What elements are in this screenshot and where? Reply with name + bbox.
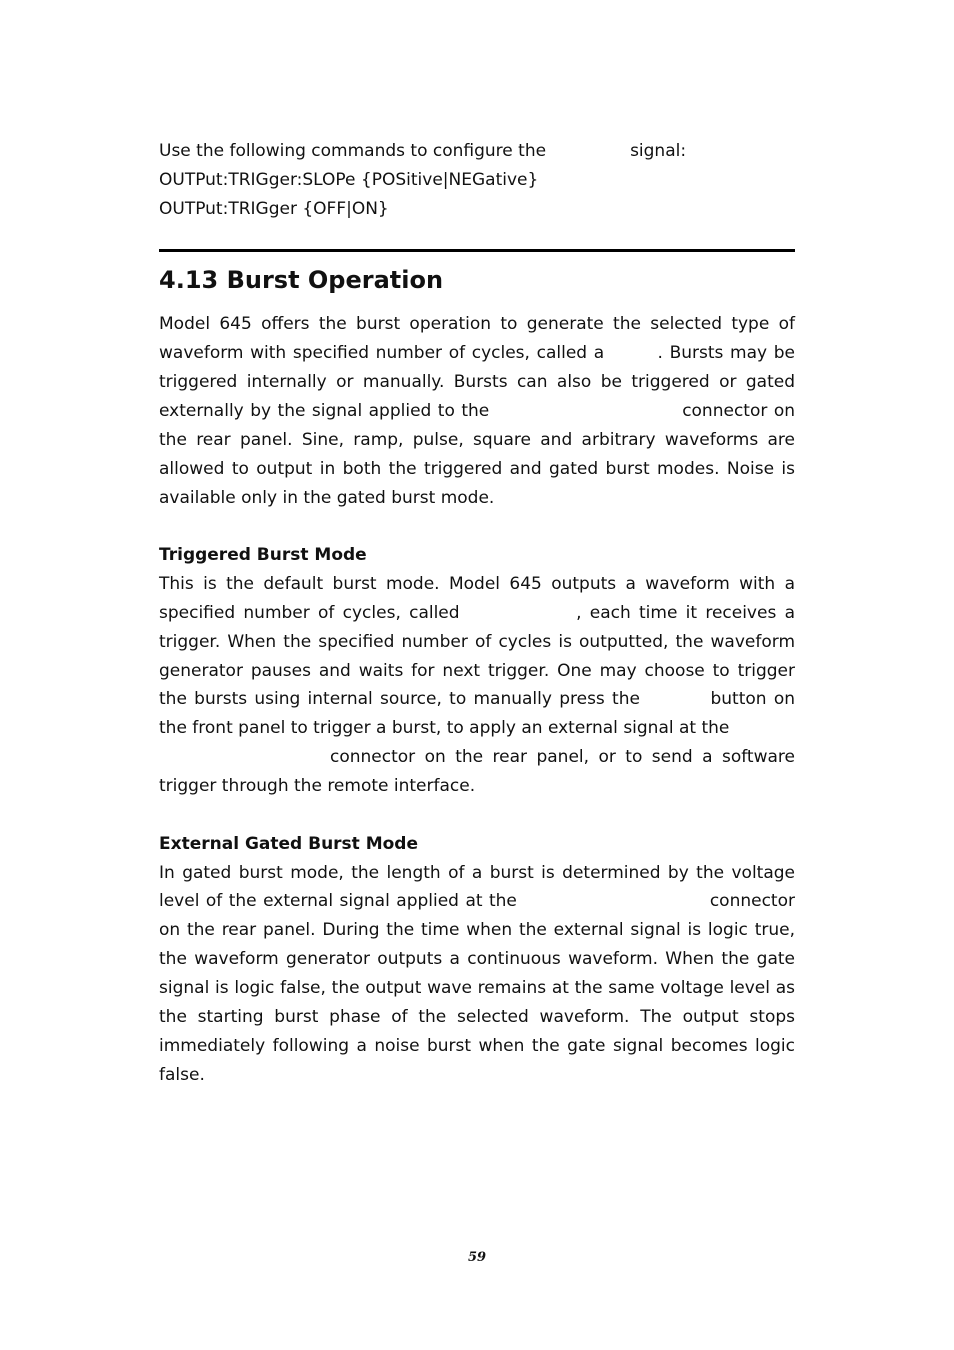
section-divider: [159, 249, 795, 252]
triggered-line-1: This is the default burst mode. Model 645 outputs a waveform with a: [159, 574, 795, 594]
burst-para-line-7: available only in the gated burst mode.: [159, 488, 495, 508]
gated-heading: External Gated Burst Mode: [159, 834, 419, 854]
triggered-line-5: the bursts using internal source, to manually press the button on: [159, 689, 795, 709]
triggered-line-2: specified number of cycles, called , each time it receives a: [159, 603, 795, 623]
burst-para-line-5: the rear panel. Sine, ramp, pulse, square and arbitrary waveforms are: [159, 430, 795, 450]
gated-line-3: on the rear panel. During the time when the external signal is logic true,: [159, 920, 795, 940]
triggered-line-3: trigger. When the specified number of cycles is outputted, the waveform: [159, 632, 795, 652]
intro-text-1b: signal:: [630, 141, 687, 161]
gated-line-4: the waveform generator outputs a continuous waveform. When the gate: [159, 949, 795, 969]
page-number: 59: [467, 1250, 487, 1265]
intro-line-1: [159, 137, 686, 166]
gated-line-7: immediately following a noise burst when the gate signal becomes logic: [159, 1036, 795, 1056]
triggered-line-4: generator pauses and waits for next trigger. One may choose to trigger: [159, 661, 795, 681]
triggered-line-6: the front panel to trigger a burst, to apply an external signal at the: [159, 718, 730, 738]
triggered-line-8: trigger through the remote interface.: [159, 776, 476, 796]
burst-para-line-2: waveform with specified number of cycles, called a . Bursts may be: [159, 343, 795, 363]
intro-text-1a: Use the following commands to configure the: [159, 141, 547, 161]
triggered-heading: Triggered Burst Mode: [159, 545, 367, 565]
burst-para-line-4: externally by the signal applied to the connector on: [159, 401, 795, 421]
intro-command-slope: OUTPut:TRIGger:SLOPe {POSitive|NEGative}: [159, 170, 539, 190]
burst-para-line-6: allowed to output in both the triggered and gated burst modes. Noise is: [159, 459, 795, 479]
burst-para-line-3: triggered internally or manually. Bursts can also be triggered or gated: [159, 372, 795, 392]
gated-line-8: false.: [159, 1065, 205, 1085]
triggered-line-7: connector on the rear panel, or to send a software: [330, 747, 795, 767]
section-title: 4.13 Burst Operation: [159, 266, 444, 294]
gated-line-6: the starting burst phase of the selected waveform. The output stops: [159, 1007, 795, 1027]
gated-line-5: signal is logic false, the output wave remains at the same voltage level as: [159, 978, 795, 998]
gated-line-1: In gated burst mode, the length of a burst is determined by the voltage: [159, 863, 795, 883]
burst-para-line-1: Model 645 offers the burst operation to generate the selected type of: [159, 314, 795, 334]
intro-command-trigger: OUTPut:TRIGger {OFF|ON}: [159, 199, 389, 219]
gated-line-2: level of the external signal applied at the connector: [159, 891, 795, 911]
